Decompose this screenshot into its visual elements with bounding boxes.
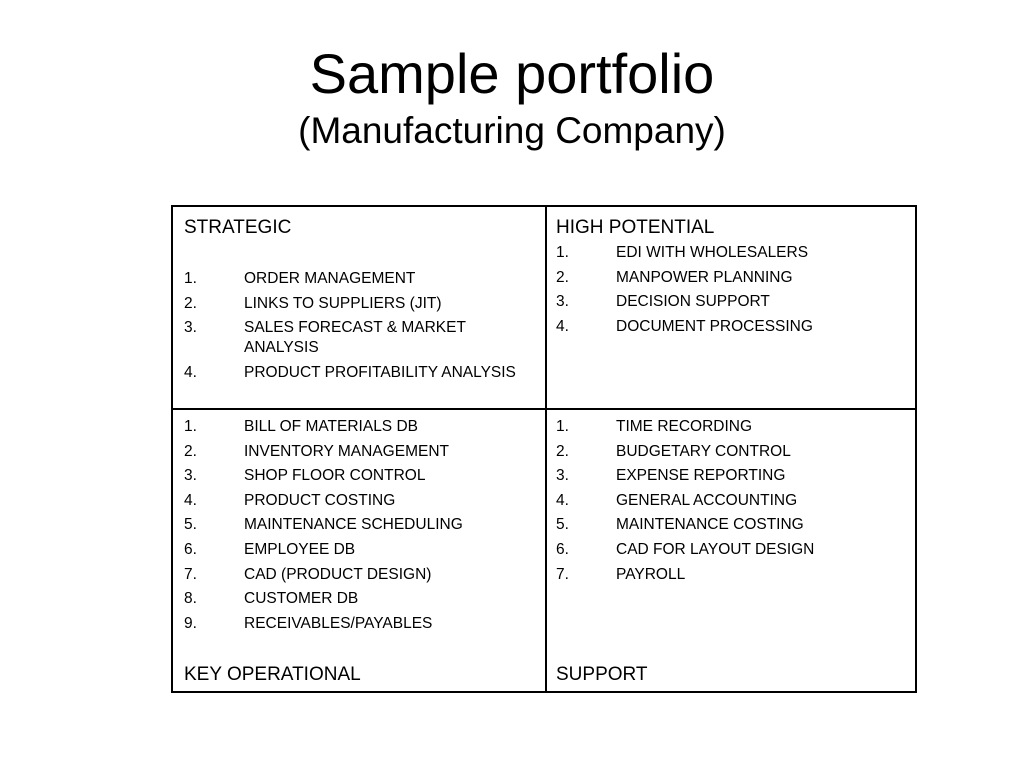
list-item-number: 7. (556, 565, 569, 583)
quadrant-heading-high-potential: HIGH POTENTIAL (556, 217, 715, 238)
list-item-number: 3. (556, 293, 569, 311)
list-item (556, 491, 905, 511)
list-item-number: 1. (556, 418, 569, 435)
list-item (556, 565, 905, 585)
list-item (556, 417, 905, 437)
list-item (184, 417, 535, 437)
list-item-text: DECISION SUPPORT (616, 293, 770, 311)
list-item (184, 491, 535, 511)
list-item (184, 442, 535, 462)
list-item-text: MAINTENANCE SCHEDULING (244, 516, 463, 534)
list-item-text: GENERAL ACCOUNTING (616, 491, 798, 509)
list-item (184, 318, 535, 358)
list-item-text: TIME RECORDING (616, 418, 753, 435)
list-item-text: EXPENSE REPORTING (616, 467, 786, 485)
list-item (556, 243, 905, 263)
list-item (556, 442, 905, 462)
list-item-number: 2. (556, 442, 569, 460)
list-item (184, 466, 535, 486)
quadrant-heading-strategic: STRATEGIC (184, 217, 292, 238)
list-item-text: BILL OF MATERIALS DB (244, 418, 418, 435)
portfolio-matrix (171, 205, 917, 693)
list-item-number: 2. (184, 294, 197, 312)
list-item-number: 3. (184, 319, 197, 337)
list-item-number: 3. (556, 467, 569, 485)
list-item-number: 4. (184, 491, 197, 509)
list-item (184, 515, 535, 535)
list-item-text: MANPOWER PLANNING (616, 268, 793, 286)
list-item-number: 4. (556, 491, 569, 509)
list-item-text: CUSTOMER DB (244, 590, 359, 608)
list-item-text: LINKS TO SUPPLIERS (JIT) (244, 294, 442, 312)
list-item (184, 565, 535, 585)
list-item-number: 9. (184, 614, 197, 632)
list-item-number: 1. (184, 418, 197, 435)
list-item-text: MAINTENANCE COSTING (616, 516, 804, 534)
quadrant-heading-support: SUPPORT (556, 664, 648, 685)
list-item-number: 8. (184, 590, 197, 608)
list-item-number: 3. (184, 467, 197, 485)
slide-title: Sample portfolio (309, 42, 715, 105)
list-item-number: 1. (184, 270, 197, 287)
list-item-number: 5. (184, 516, 197, 534)
list-item-text: SHOP FLOOR CONTROL (244, 467, 426, 485)
list-item-number: 7. (184, 565, 197, 583)
list-item-number: 5. (556, 516, 569, 534)
list-item-number: 6. (556, 540, 569, 558)
list-support (556, 417, 905, 585)
quadrant-key-operational (173, 408, 545, 691)
list-item (184, 589, 535, 609)
slide-subtitle: (Manufacturing Company) (298, 110, 726, 151)
list-item (184, 614, 535, 634)
list-item-number: 2. (556, 268, 569, 286)
list-item (184, 540, 535, 560)
list-item (556, 268, 905, 288)
list-item-text: INVENTORY MANAGEMENT (244, 442, 449, 460)
list-key-operational (184, 417, 535, 634)
list-item-number: 1. (556, 244, 569, 261)
list-item-number: 4. (556, 317, 569, 335)
quadrant-strategic (173, 207, 545, 408)
list-item-text: SALES FORECAST & MARKET ANALYSIS (244, 319, 466, 357)
list-item-number: 2. (184, 442, 197, 460)
list-item-text: BUDGETARY CONTROL (616, 442, 791, 460)
list-high-potential (556, 243, 905, 337)
list-strategic (184, 269, 535, 383)
list-item-text: PRODUCT COSTING (244, 491, 396, 509)
list-item-text: RECEIVABLES/PAYABLES (244, 614, 433, 632)
list-item-text: CAD (PRODUCT DESIGN) (244, 565, 432, 583)
list-item (556, 317, 905, 337)
list-item-text: PRODUCT PROFITABILITY ANALYSIS (244, 363, 516, 381)
quadrant-heading-key-operational: KEY OPERATIONAL (184, 664, 361, 685)
list-item-text: EDI WITH WHOLESALERS (616, 244, 809, 261)
list-item (184, 269, 535, 289)
list-item-number: 4. (184, 363, 197, 381)
list-item (556, 466, 905, 486)
list-item-text: ORDER MANAGEMENT (244, 270, 416, 287)
list-item (556, 292, 905, 312)
list-item (184, 294, 535, 314)
list-item-number: 6. (184, 540, 197, 558)
list-item-text: PAYROLL (616, 565, 686, 583)
list-item-text: DOCUMENT PROCESSING (616, 317, 813, 335)
quadrant-high-potential (545, 207, 915, 408)
list-item-text: CAD FOR LAYOUT DESIGN (616, 540, 815, 558)
list-item-text: EMPLOYEE DB (244, 540, 356, 558)
quadrant-support (545, 408, 915, 691)
list-item (556, 515, 905, 535)
list-item (184, 363, 535, 383)
list-item (556, 540, 905, 560)
